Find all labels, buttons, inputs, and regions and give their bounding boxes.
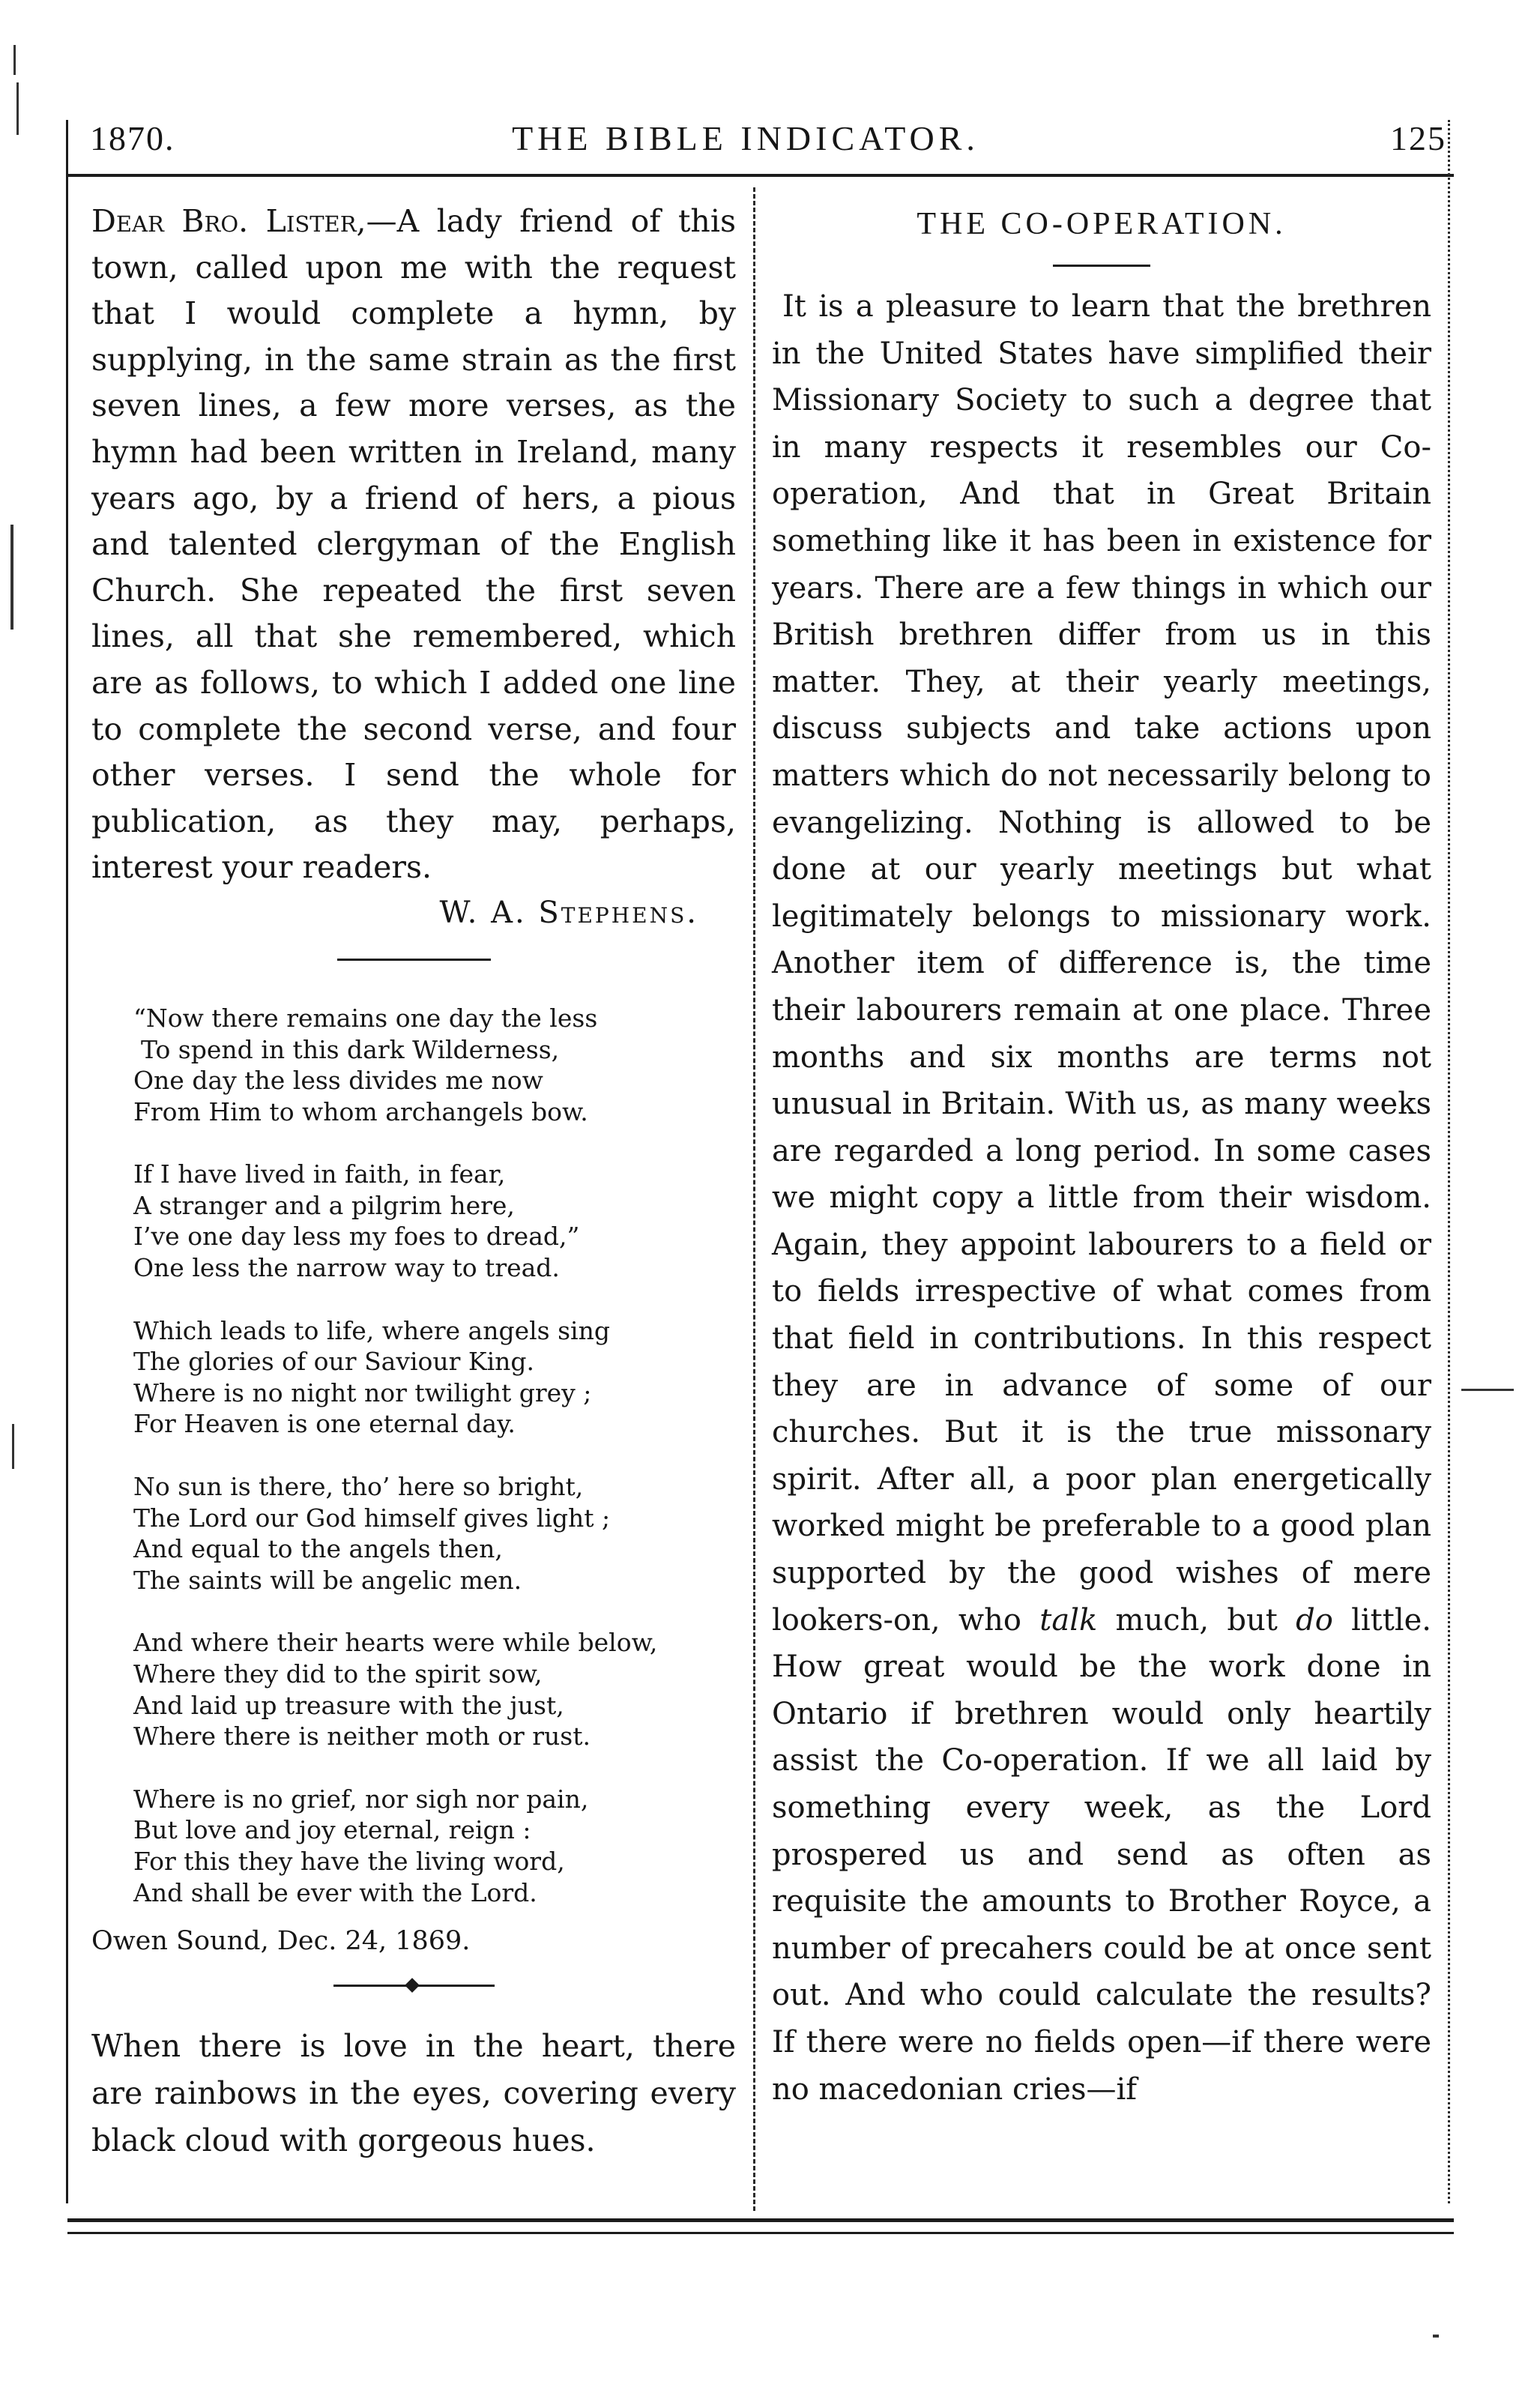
poem-line: One day the less divides me now <box>133 1066 543 1096</box>
scan-speck <box>13 45 16 75</box>
article-text: little. How great would be the work done in Ontario if brethren would only heartily assist the Co-operation. If we all laid by something every week, as the Lord prospered us and send as often as requisite the amounts to Brother Royce, a number of precahers could be at once sent out. And who could calculate the results? If there were no fields open—if there were no macedonian cries—if <box>772 1602 1432 2107</box>
letter-body: —A lady friend of this town, called upon me with the request that I would complete a hymn, by supplying, in the same strain as the first seven lines, a few more verses, as the hymn had been written in Ireland, many years ago, by a friend of hers, a pious and talented clergyman of the English Church. She repeated the first seven lines, all that she remembered, which are as follows, to which I added one line to complete the second verse, and four other verses. I send the whole for publication, as they may, perhaps, interest your readers. <box>91 203 736 886</box>
poem-line: And laid up treasure with the just, <box>133 1690 564 1720</box>
column-divider <box>753 187 755 2211</box>
right-border-rule <box>1448 120 1450 2203</box>
hymn-poem <box>133 1003 736 1908</box>
italic-word: talk <box>1039 1602 1098 1638</box>
ornament-rule <box>333 1985 495 1987</box>
scan-speck <box>1433 2335 1439 2338</box>
poem-line: A stranger and a pilgrim here, <box>133 1190 515 1220</box>
poem-line: And shall be ever with the Lord. <box>133 1877 537 1907</box>
poem-stanza-4 <box>133 1471 736 1596</box>
title-rule <box>1053 265 1150 267</box>
poem-line: “Now there remains one day the less <box>133 1003 598 1033</box>
poem-stanza-6 <box>133 1784 736 1908</box>
poem-line: Where is no night nor twilight grey ; <box>133 1377 592 1407</box>
article-text: It is a pleasure to learn that the brethren in the United States have simplified their Missionary Society to such a degree that in many respects it resembles our Co-operation, And that in Great Britain something like it has been in existence for years. There are a few things in which our British brethren differ from us in this matter. They, at their yearly meetings, discuss subjects and take actions upon matters which do not necessarily belong to evangelizing. Nothing is allowed to be done at our yearly meetings but what legitimately belongs to missionary work. Another item of difference is, the time their labourers remain at one place. Three months and six months are terms not unusual in Britain. With us, as many weeks are regarded a long period. In some cases we might copy a little from their wisdom. Again, they appoint labourers to a field or to fields irrespective of what comes from that field in contributions. In this respect they are in advance of some of our churches. But it is the true missonary spirit. After all, a poor plan energetically worked might be preferable to a good plan supported by the good wishes of mere lookers-on, who <box>772 289 1431 1638</box>
section-rule <box>337 959 491 961</box>
header-year: 1870. <box>90 119 175 157</box>
poem-line: I’ve one day less my foes to dread,” <box>133 1222 580 1252</box>
italic-word: do <box>1296 1602 1333 1638</box>
poem-line: And equal to the angels then, <box>133 1534 503 1564</box>
poem-line: For Heaven is one eternal day. <box>133 1409 516 1439</box>
letter-signature: W. A. Stephens. <box>439 895 698 930</box>
poem-line: If I have lived in faith, in fear, <box>133 1159 506 1189</box>
poem-line: Where they did to the spirit sow, <box>133 1659 543 1689</box>
poem-line: From Him to whom archangels bow. <box>133 1096 588 1126</box>
poem-line: Where there is neither moth or rust. <box>133 1721 591 1751</box>
letter-salutation: Dear Bro. Lister, <box>91 203 366 239</box>
aphorism-paragraph: When there is love in the heart, there are rainbows in the eyes, covering every black cloud with gorgeous hues. <box>91 2028 736 2159</box>
right-column <box>772 199 1431 2113</box>
poem-line: The Lord our God himself gives light ; <box>133 1503 611 1533</box>
poem-line: The saints will be angelic men. <box>133 1565 522 1595</box>
poem-line: And where their hearts were while below, <box>133 1628 658 1658</box>
left-border-rule <box>66 120 68 2203</box>
poem-line: One less the narrow way to tread. <box>133 1253 560 1283</box>
poem-line: Which leads to life, where angels sing <box>133 1315 610 1345</box>
poem-stanza-1 <box>133 1003 736 1127</box>
journal-title: THE BIBLE INDICATOR. <box>512 119 979 157</box>
poem-line: Where is no grief, nor sigh nor pain, <box>133 1784 589 1814</box>
scan-speck <box>10 525 13 630</box>
poem-line: No sun is there, tho’ here so bright, <box>133 1472 584 1502</box>
poem-dateline: Owen Sound, Dec. 24, 1869. <box>91 1926 471 1957</box>
page-number: 125 <box>1390 119 1446 157</box>
poem-line: The glories of our Saviour King. <box>133 1347 535 1377</box>
footer-rule <box>67 2218 1454 2222</box>
article-text: much, but <box>1097 1602 1296 1638</box>
scan-speck <box>1461 1389 1514 1391</box>
footer-rule-thin <box>67 2232 1454 2234</box>
article-body <box>772 283 1431 2113</box>
poem-line: But love and joy eternal, reign : <box>133 1815 531 1845</box>
letter-paragraph <box>91 199 736 891</box>
left-column <box>91 199 736 2164</box>
poem-stanza-3 <box>133 1315 736 1440</box>
poem-line: For this they have the living word, <box>133 1846 565 1876</box>
header-rule <box>67 174 1454 177</box>
poem-line: To spend in this dark Wilderness, <box>141 1034 560 1064</box>
running-head <box>45 112 1446 165</box>
scan-speck <box>12 1424 14 1469</box>
article-title: THE CO-OPERATION. <box>917 207 1287 241</box>
poem-stanza-2 <box>133 1159 736 1283</box>
poem-stanza-5 <box>133 1627 736 1751</box>
scan-speck <box>16 82 19 135</box>
